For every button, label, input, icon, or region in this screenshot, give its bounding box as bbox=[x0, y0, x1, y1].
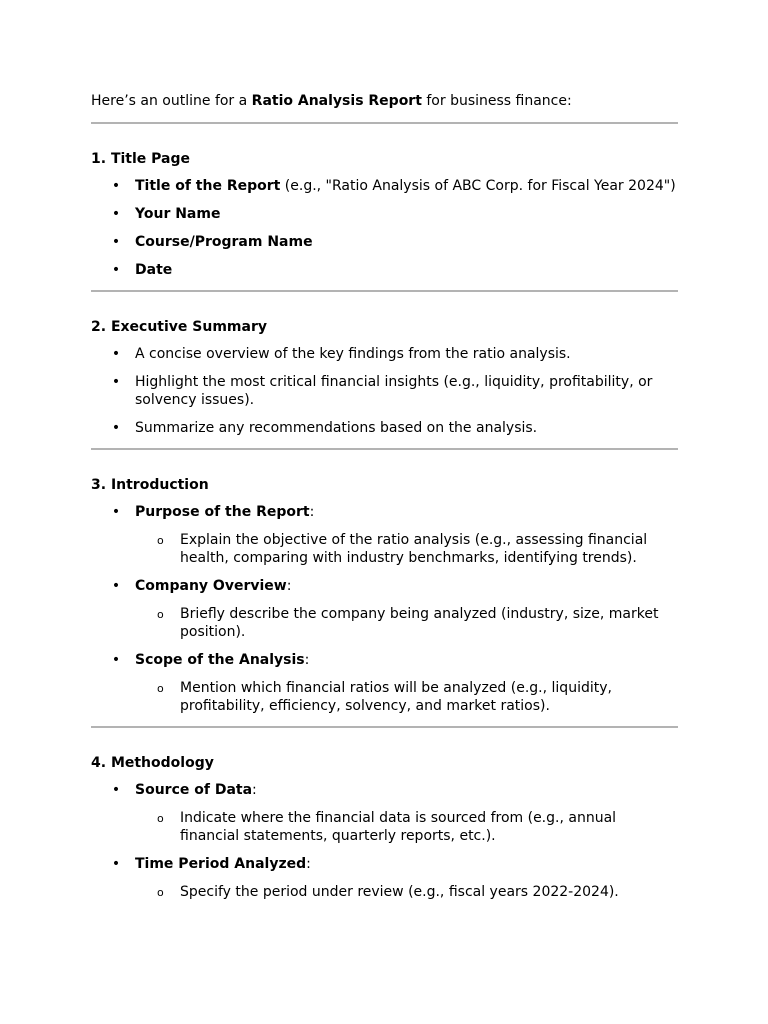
intro-paragraph bbox=[91, 92, 678, 110]
bullet-list bbox=[91, 781, 678, 901]
bullet-icon: • bbox=[111, 652, 121, 668]
sub-list bbox=[135, 679, 678, 715]
bullet-icon: • bbox=[111, 782, 121, 798]
item-text: : bbox=[304, 652, 310, 668]
sub-list bbox=[135, 605, 678, 641]
sub-item-text: Explain the objective of the ratio analysis (e.g., assessing financial health, comparing with industry benchmarks, identifying trends). bbox=[180, 532, 648, 566]
item-text: Summarize any recommendations based on the analysis. bbox=[135, 420, 538, 436]
section-executive-summary bbox=[91, 318, 678, 437]
bullet-icon: • bbox=[111, 262, 121, 278]
sub-item-text: Mention which financial ratios will be analyzed (e.g., liquidity, profitability, efficiency, solvency, and market ratios). bbox=[180, 680, 612, 714]
section-heading bbox=[91, 150, 678, 168]
sub-list-item bbox=[135, 883, 678, 901]
intro-text-after: for business finance: bbox=[421, 93, 572, 109]
list-item bbox=[91, 503, 678, 567]
list-item bbox=[91, 651, 678, 715]
intro-text-before: Here’s an outline for a bbox=[91, 93, 252, 109]
list-item bbox=[91, 345, 678, 363]
item-label: Time Period Analyzed bbox=[135, 856, 307, 872]
bullet-list bbox=[91, 177, 678, 279]
sub-item-text: Indicate where the financial data is sourced from (e.g., annual financial statements, quarterly reports, etc.). bbox=[180, 810, 617, 844]
section-introduction bbox=[91, 476, 678, 715]
section-title: Executive Summary bbox=[110, 319, 267, 335]
bullet-list bbox=[91, 503, 678, 715]
item-label: Company Overview bbox=[135, 578, 287, 594]
list-item bbox=[91, 233, 678, 251]
circle-bullet-icon: o bbox=[157, 534, 164, 547]
sub-list-item bbox=[135, 809, 678, 845]
bullet-icon: • bbox=[111, 856, 121, 872]
section-number: 1. bbox=[91, 151, 107, 167]
sub-list-item bbox=[135, 605, 678, 641]
sub-list-item bbox=[135, 531, 678, 567]
circle-bullet-icon: o bbox=[157, 608, 164, 621]
item-text: : bbox=[252, 782, 257, 798]
item-text: : bbox=[306, 856, 311, 872]
item-label: Course/Program Name bbox=[135, 234, 313, 250]
section-title: Introduction bbox=[110, 477, 209, 493]
bullet-icon: • bbox=[111, 234, 121, 250]
list-item bbox=[91, 781, 678, 845]
sub-list bbox=[135, 531, 678, 567]
section-title-page bbox=[91, 150, 678, 279]
bullet-icon: • bbox=[111, 206, 121, 222]
item-label: Title of the Report bbox=[135, 178, 281, 194]
item-text: : bbox=[309, 504, 315, 520]
bullet-list bbox=[91, 345, 678, 437]
sub-list-item bbox=[135, 679, 678, 715]
bullet-icon: • bbox=[111, 420, 121, 436]
divider bbox=[91, 290, 678, 292]
circle-bullet-icon: o bbox=[157, 682, 164, 695]
bullet-icon: • bbox=[111, 578, 121, 594]
item-text: Highlight the most critical financial insights (e.g., liquidity, profitability, or solvency issues). bbox=[135, 374, 653, 408]
list-item bbox=[91, 261, 678, 279]
bullet-icon: • bbox=[111, 178, 121, 194]
sub-item-text: Specify the period under review (e.g., fiscal years 2022-2024). bbox=[180, 884, 619, 900]
intro-report-name: Ratio Analysis Report bbox=[251, 93, 422, 109]
list-item bbox=[91, 855, 678, 901]
divider bbox=[91, 122, 678, 124]
list-item bbox=[91, 177, 678, 195]
item-label: Scope of the Analysis bbox=[135, 652, 305, 668]
circle-bullet-icon: o bbox=[157, 812, 164, 825]
section-methodology bbox=[91, 754, 678, 901]
section-number: 4. bbox=[91, 755, 107, 771]
item-text: A concise overview of the key findings from the ratio analysis. bbox=[135, 346, 571, 362]
sub-list bbox=[135, 883, 678, 901]
list-item bbox=[91, 373, 678, 409]
list-item bbox=[91, 577, 678, 641]
bullet-icon: • bbox=[111, 504, 121, 520]
section-heading bbox=[91, 754, 678, 772]
item-label: Source of Data bbox=[135, 782, 253, 798]
sub-item-text: Briefly describe the company being analyzed (industry, size, market position). bbox=[180, 606, 659, 640]
bullet-icon: • bbox=[111, 374, 121, 390]
divider bbox=[91, 726, 678, 728]
section-heading bbox=[91, 476, 678, 494]
section-heading bbox=[91, 318, 678, 336]
section-title: Title Page bbox=[110, 151, 190, 167]
sub-list bbox=[135, 809, 678, 845]
item-label: Purpose of the Report bbox=[135, 504, 310, 520]
section-title: Methodology bbox=[110, 755, 214, 771]
bullet-icon: • bbox=[111, 346, 121, 362]
list-item bbox=[91, 419, 678, 437]
divider bbox=[91, 448, 678, 450]
item-text: : bbox=[286, 578, 292, 594]
item-text: (e.g., "Ratio Analysis of ABC Corp. for Fiscal Year 2024") bbox=[280, 178, 676, 194]
circle-bullet-icon: o bbox=[157, 886, 164, 899]
section-number: 2. bbox=[91, 319, 107, 335]
list-item bbox=[91, 205, 678, 223]
section-number: 3. bbox=[91, 477, 107, 493]
item-label: Date bbox=[135, 262, 173, 278]
item-label: Your Name bbox=[135, 206, 221, 222]
